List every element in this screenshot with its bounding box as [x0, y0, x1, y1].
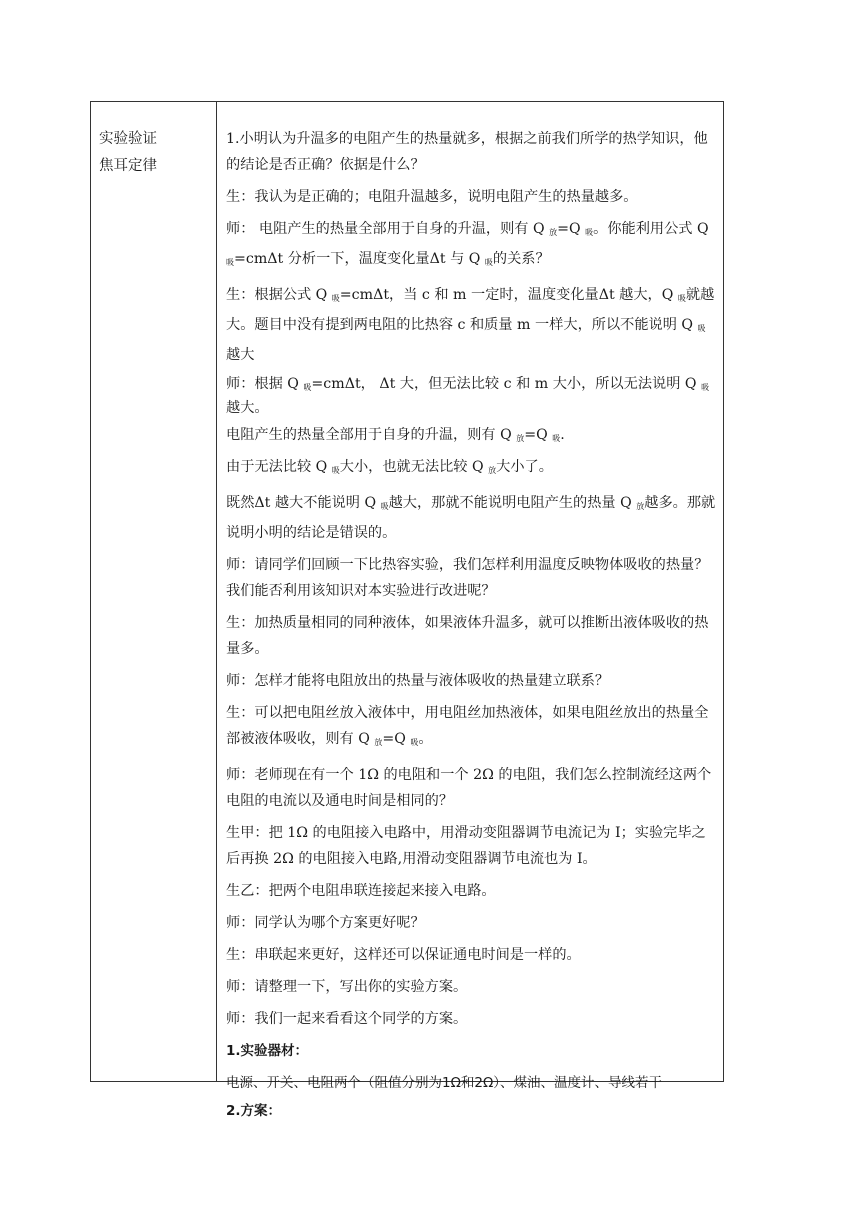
explanation-line-3: 既然Δt 越大不能说明 Q $_吸$越大，那就不能说明电阻产生的热量 Q $_放$越多。那就说明小明的结论是错误的。 [226, 495, 716, 541]
materials-list: 电源、开关、电阻两个（阻值分别为1Ω和2Ω）、煤油、温度计、导线若干 [226, 1075, 663, 1091]
lesson-table [90, 101, 724, 1119]
plan-heading: 2.方案： [226, 1103, 282, 1119]
section-label-cell [99, 126, 209, 180]
explanation-line-2: 由于无法比较 Q $_吸$大小，也就无法比较 Q $_放$大小了。 [226, 459, 553, 475]
materials-heading: 1.实验器材： [226, 1043, 309, 1059]
section-label-line2: 焦耳定律 [99, 158, 157, 174]
teacher-paragraph-6: 师：同学认为哪个方案更好呢？ [226, 915, 425, 931]
teacher-paragraph-2: 师：根据 Q $_吸$=cmΔt， Δt 大，但无法比较 c 和 m 大小，所以无法说明 Q $_吸$越大。 [226, 376, 710, 416]
student-answer-5: 生：串联起来更好，这样还可以保证通电时间是一样的。 [226, 947, 581, 963]
teacher-paragraph-8: 师：我们一起来看看这个同学的方案。 [226, 1011, 468, 1027]
student-a-answer: 生甲：把 1Ω 的电阻接入电路中，用滑动变阻器调节电流记为 I；实验完毕之后再换 2Ω 的电阻接入电路,用滑动变阻器调节电流也为 I。 [226, 825, 706, 867]
student-answer-1: 生：我认为是正确的；电阻升温越多，说明电阻产生的热量越多。 [226, 189, 638, 205]
student-answer-3: 生：加热质量相同的同种液体，如果液体升温多，就可以推断出液体吸收的热量多。 [226, 615, 709, 657]
teacher-paragraph-3: 师：请同学们回顾一下比热容实验，我们怎样利用温度反映物体吸收的热量？我们能否利用该知识对本实验进行改进呢？ [226, 557, 709, 599]
teacher-paragraph-4: 师：怎样才能将电阻放出的热量与液体吸收的热量建立联系？ [226, 673, 610, 689]
student-answer-2: 生：根据公式 Q $_吸$=cmΔt，当 c 和 m 一定时，温度变化量Δt 越大，Q $_吸$就越大。题目中没有提到两电阻的比热容 c 和质量 m 一样大，所以不能说明 Q $_吸$越大 [226, 287, 715, 363]
teacher-paragraph-1: 师： 电阻产生的热量全部用于自身的升温，则有 Q $_放$=Q $_吸$。你能利用公式 Q $_吸$=cmΔt 分析一下，温度变化量Δt 与 Q $_吸$的关系？ [226, 221, 709, 267]
teacher-paragraph-5: 师：老师现在有一个 1Ω 的电阻和一个 2Ω 的电阻，我们怎么控制流经这两个电阻的电流以及通电时间是相同的？ [226, 767, 712, 809]
section-label-line1: 实验验证 [99, 131, 157, 147]
student-b-answer: 生乙：把两个电阻串联连接起来接入电路。 [226, 883, 496, 899]
teacher-paragraph-7: 师：请整理一下，写出你的实验方案。 [226, 979, 468, 995]
column-divider [216, 102, 217, 1081]
content-cell [226, 126, 716, 1130]
question-paragraph: 1.小明认为升温多的电阻产生的热量就多，根据之前我们所学的热学知识，他的结论是否正确？依据是什么？ [226, 131, 708, 173]
student-answer-4: 生：可以把电阻丝放入液体中，用电阻丝加热液体，如果电阻丝放出的热量全部被液体吸收，则有 Q $_放$=Q $_吸$。 [226, 705, 709, 747]
explanation-line-1: 电阻产生的热量全部用于自身的升温，则有 Q $_放$=Q $_吸$. [226, 427, 565, 443]
